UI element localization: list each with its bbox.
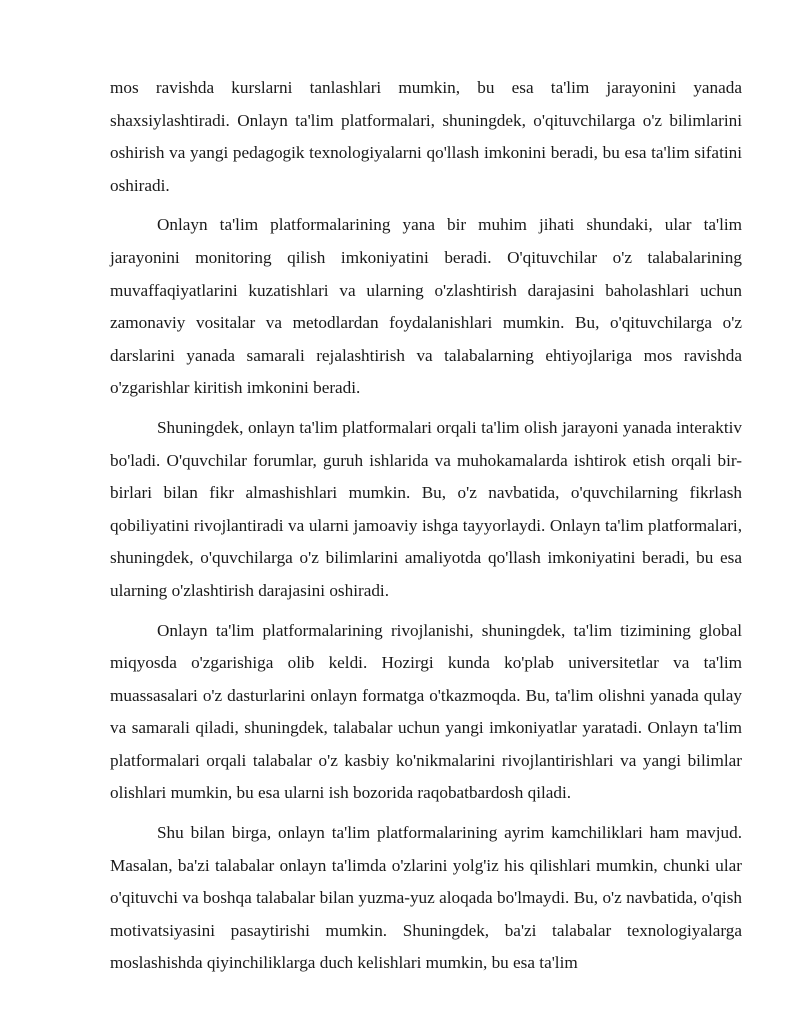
paragraph-drawbacks: Shu bilan birga, onlayn ta'lim platformalarining ayrim kamchiliklari ham mavjud. Masalan, ba'zi talabalar onlayn ta'limda o'zlarini yolg'iz his qilishlari mumkin, chunki ular o'qituvchi va boshqa talabalar bilan yuzma-yuz aloqada bo'lmaydi. Bu, o'z navbatida, o'qish motivatsiyasini pasaytirishi mumkin. Shuningdek, ba'zi talabalar texnologiyalarga moslashishda qiyinchiliklarga duch kelishlari mumkin, bu esa ta'lim <box>110 823 742 973</box>
paragraph-monitoring: Onlayn ta'lim platformalarining yana bir muhim jihati shundaki, ular ta'lim jarayonini monitoring qilish imkoniyatini beradi. O'qituvchilar o'z talabalarining muvaffaqiyatlarini kuzatishlari va ularning o'zlashtirish darajasini baholashlari uchun zamonaviy vositalar va metodlardan foydalanishlari mumkin. Bu, o'qituvchilarga o'z darslarini yanada samarali rejalashtirish va talabalarning ehtiyojlariga mos ravishda o'zgarishlar kiritish imkonini beradi. <box>110 215 742 398</box>
paragraph-global-change: Onlayn ta'lim platformalarining rivojlanishi, shuningdek, ta'lim tizimining global miqyosda o'zgarishiga olib keldi. Hozirgi kunda ko'plab universitetlar va ta'lim muassasalari o'z dasturlarini onlayn formatga o'tkazmoqda. Bu, ta'lim olishni yanada qulay va samarali qiladi, shuningdek, talabalar uchun yangi imkoniyatlar yaratadi. Onlayn ta'lim platformalari orqali talabalar o'z kasbiy ko'nikmalarini rivojlantirishlari va yangi bilimlar olishlari mumkin, bu esa ularni ish bozorida raqobatbardosh qiladi. <box>110 620 742 803</box>
document-body <box>110 72 742 987</box>
paragraph-continuation: mos ravishda kurslarni tanlashlari mumkin, bu esa ta'lim jarayonini yanada shaxsiylashtiradi. Onlayn ta'lim platformalari, shuningdek, o'qituvchilarga o'z bilimlarini oshirish va yangi pedagogik texnologiyalarni qo'llash imkonini beradi, bu esa ta'lim sifatini oshiradi. <box>110 78 742 195</box>
paragraph-interactivity: Shuningdek, onlayn ta'lim platformalari orqali ta'lim olish jarayoni yanada interaktiv bo'ladi. O'quvchilar forumlar, guruh ishlarida va muhokamalarda ishtirok etish orqali bir-birlari bilan fikr almashishlari mumkin. Bu, o'z navbatida, o'quvchilarning fikrlash qobiliyatini rivojlantiradi va ularni jamoaviy ishga tayyorlaydi. Onlayn ta'lim platformalari, shuningdek, o'quvchilarga o'z bilimlarini amaliyotda qo'llash imkoniyatini beradi, bu esa ularning o'zlashtirish darajasini oshiradi. <box>110 417 742 600</box>
